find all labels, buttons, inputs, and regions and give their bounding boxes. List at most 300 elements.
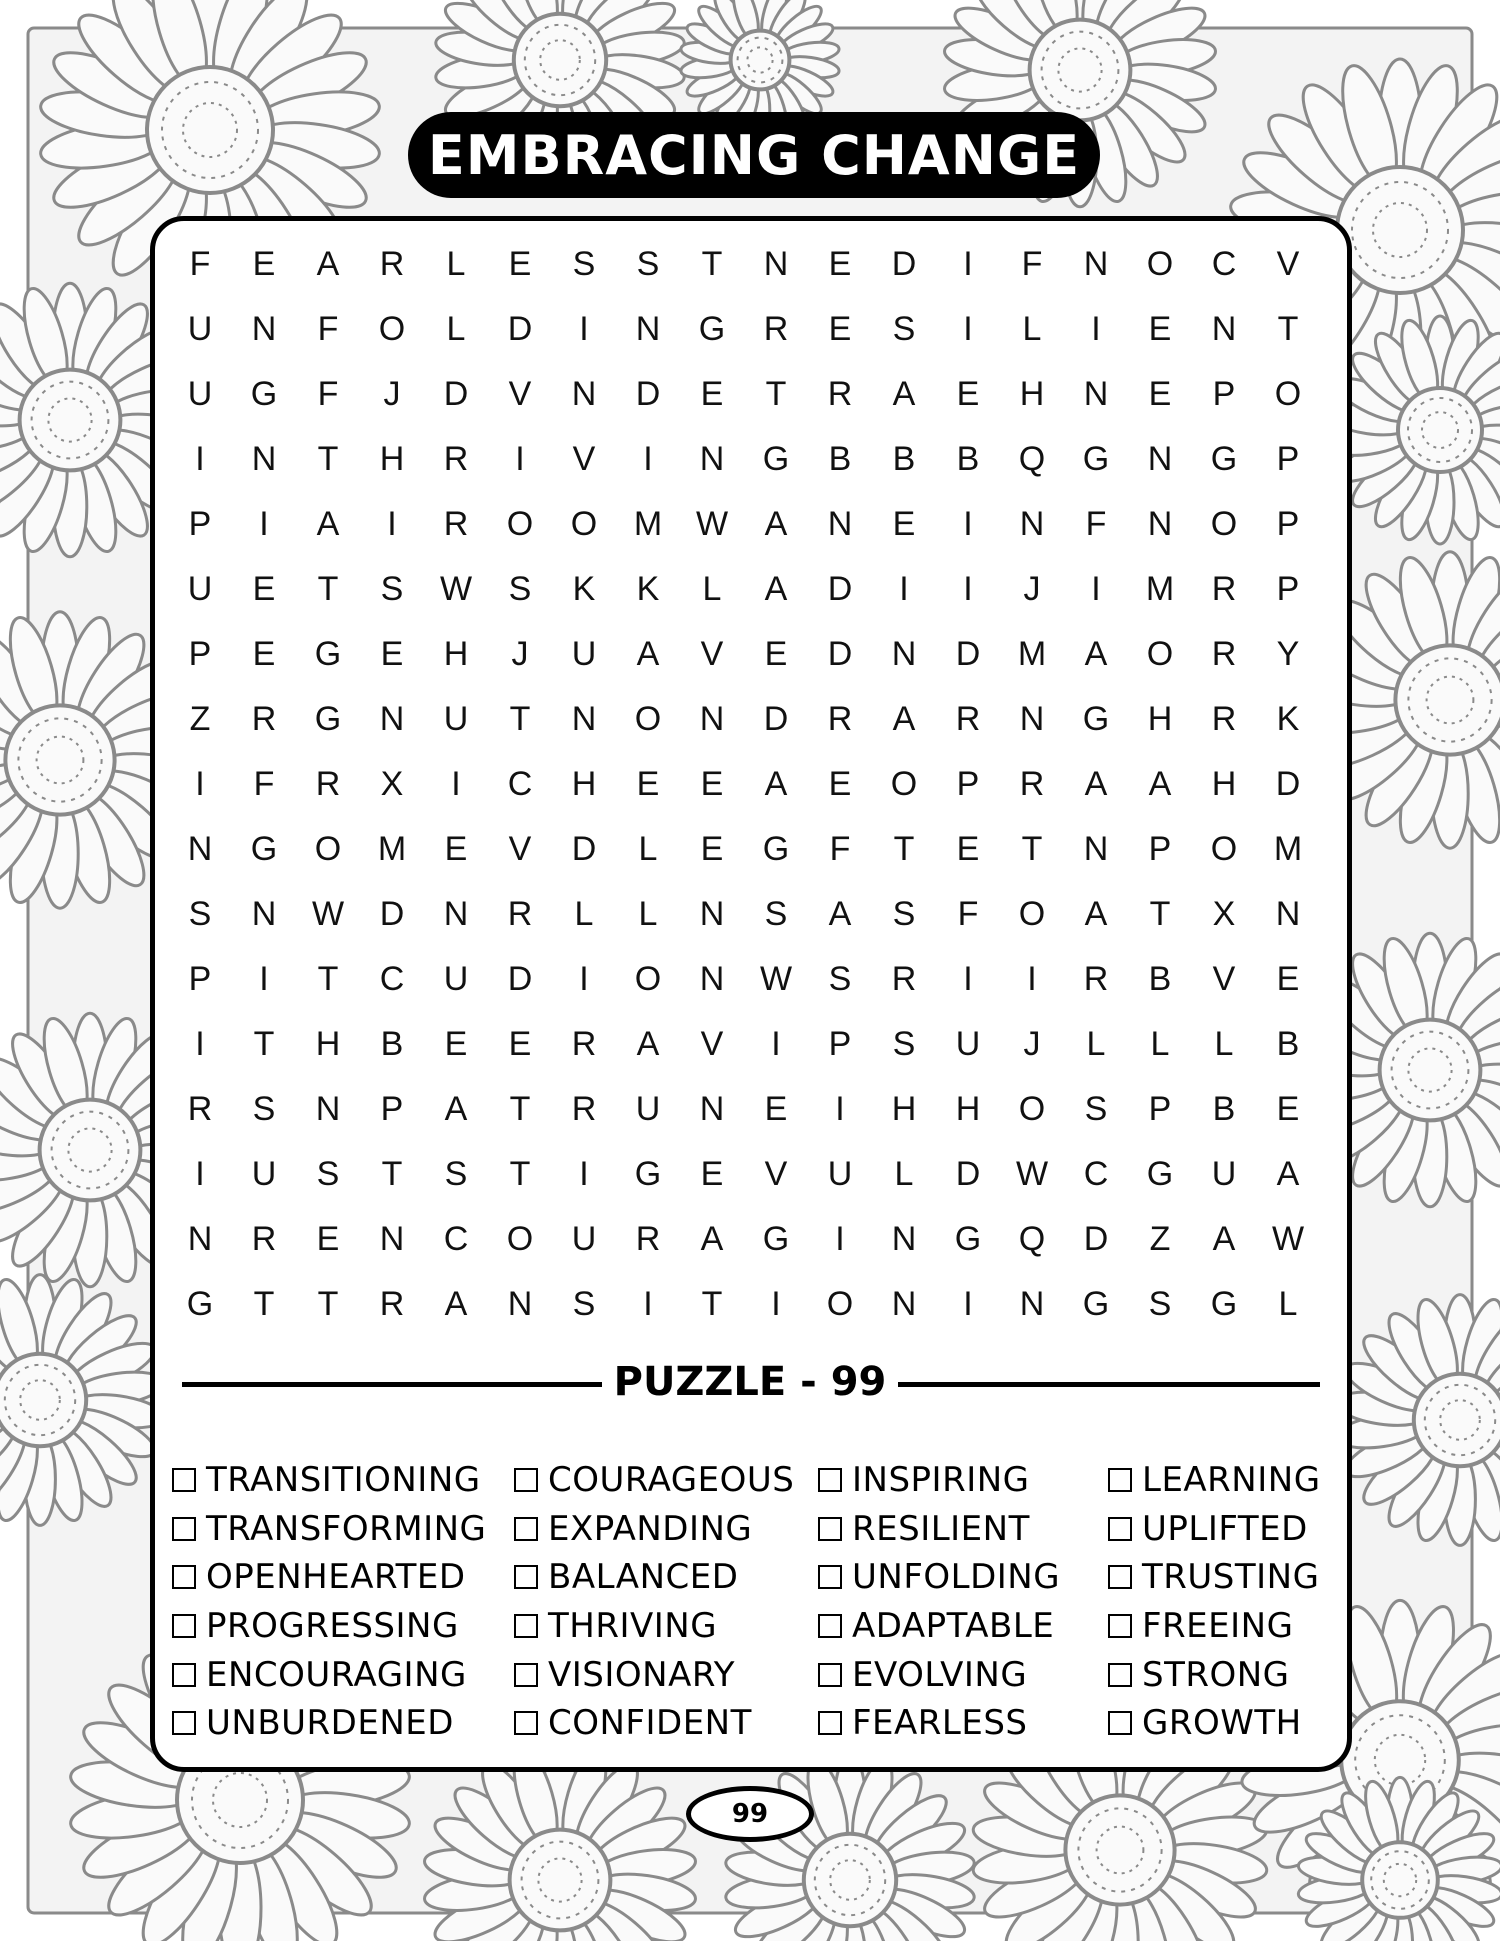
grid-letter[interactable]: O [506, 505, 534, 543]
grid-letter[interactable]: U [635, 1090, 661, 1128]
grid-letter[interactable]: O [1146, 245, 1174, 283]
checkbox-icon[interactable] [172, 1517, 196, 1541]
grid-letter[interactable]: I [579, 1155, 589, 1193]
grid-letter[interactable]: V [700, 1025, 724, 1063]
grid-letter[interactable]: F [1021, 245, 1043, 283]
checkbox-icon[interactable] [514, 1565, 538, 1589]
grid-letter[interactable]: O [1210, 505, 1238, 543]
checkbox-icon[interactable] [172, 1711, 196, 1735]
grid-letter[interactable]: G [250, 375, 278, 413]
grid-letter[interactable]: P [1148, 1090, 1172, 1128]
grid-letter[interactable]: B [380, 1025, 404, 1063]
word-list-item[interactable] [172, 1505, 514, 1554]
grid-letter[interactable]: D [507, 960, 533, 998]
grid-letter[interactable]: I [1091, 570, 1101, 608]
grid-letter[interactable]: P [828, 1025, 852, 1063]
grid-letter[interactable]: N [699, 1090, 725, 1128]
grid-letter[interactable]: N [891, 1285, 917, 1323]
grid-letter[interactable]: H [379, 440, 405, 478]
grid-letter[interactable]: A [444, 1090, 468, 1128]
grid-letter[interactable]: R [251, 700, 277, 738]
grid-letter[interactable]: T [765, 375, 787, 413]
grid-letter[interactable]: W [759, 960, 793, 998]
grid-letter[interactable]: I [835, 1220, 845, 1258]
grid-letter[interactable]: N [507, 1285, 533, 1323]
grid-letter[interactable]: W [439, 570, 473, 608]
grid-letter[interactable]: P [956, 765, 980, 803]
checkbox-icon[interactable] [172, 1565, 196, 1589]
grid-letter[interactable]: A [1212, 1220, 1236, 1258]
grid-letter[interactable]: O [826, 1285, 854, 1323]
grid-letter[interactable]: E [700, 765, 724, 803]
grid-letter[interactable]: L [1278, 1285, 1298, 1323]
grid-letter[interactable]: T [509, 1155, 531, 1193]
grid-letter[interactable]: A [1148, 765, 1172, 803]
grid-letter[interactable]: S [316, 1155, 340, 1193]
grid-letter[interactable]: D [955, 1155, 981, 1193]
grid-letter[interactable]: R [827, 700, 853, 738]
grid-letter[interactable]: S [444, 1155, 468, 1193]
grid-letter[interactable]: W [311, 895, 345, 933]
grid-letter[interactable]: L [638, 830, 658, 868]
grid-letter[interactable]: V [572, 440, 596, 478]
grid-letter[interactable]: F [189, 245, 211, 283]
grid-letter[interactable]: U [571, 1220, 597, 1258]
grid-letter[interactable]: T [1149, 895, 1171, 933]
grid-letter[interactable]: A [1084, 895, 1108, 933]
grid-letter[interactable]: I [259, 960, 269, 998]
grid-letter[interactable]: S [1148, 1285, 1172, 1323]
grid-letter[interactable]: A [892, 375, 916, 413]
grid-letter[interactable]: P [1276, 505, 1300, 543]
grid-letter[interactable]: S [892, 310, 916, 348]
grid-letter[interactable]: R [1211, 700, 1237, 738]
word-list-item[interactable] [818, 1699, 1108, 1748]
grid-letter[interactable]: Q [1018, 440, 1046, 478]
grid-letter[interactable]: U [187, 375, 213, 413]
grid-letter[interactable]: R [635, 1220, 661, 1258]
grid-letter[interactable]: N [699, 895, 725, 933]
grid-letter[interactable]: N [891, 1220, 917, 1258]
grid-letter[interactable]: T [317, 1285, 339, 1323]
grid-letter[interactable]: C [507, 765, 533, 803]
grid-letter[interactable]: T [253, 1025, 275, 1063]
word-list-item[interactable] [514, 1553, 818, 1602]
grid-letter[interactable]: O [570, 505, 598, 543]
grid-letter[interactable]: A [316, 245, 340, 283]
grid-letter[interactable]: S [892, 895, 916, 933]
grid-letter[interactable]: I [1091, 310, 1101, 348]
grid-letter[interactable]: B [1212, 1090, 1236, 1128]
grid-letter[interactable]: I [963, 245, 973, 283]
grid-letter[interactable]: S [252, 1090, 276, 1128]
grid-letter[interactable]: L [638, 895, 658, 933]
grid-letter[interactable]: E [892, 505, 916, 543]
grid-letter[interactable]: N [699, 960, 725, 998]
grid-letter[interactable]: Z [1149, 1220, 1171, 1258]
word-list-item[interactable] [514, 1699, 818, 1748]
grid-letter[interactable]: O [1018, 895, 1046, 933]
grid-letter[interactable]: W [1271, 1220, 1305, 1258]
grid-letter[interactable]: O [634, 700, 662, 738]
grid-letter[interactable]: H [315, 1025, 341, 1063]
grid-letter[interactable]: P [188, 635, 212, 673]
grid-letter[interactable]: R [827, 375, 853, 413]
grid-letter[interactable]: F [829, 830, 851, 868]
grid-letter[interactable]: E [252, 570, 276, 608]
grid-letter[interactable]: N [891, 635, 917, 673]
grid-letter[interactable]: F [1085, 505, 1107, 543]
grid-letter[interactable]: H [891, 1090, 917, 1128]
word-list-item[interactable] [818, 1553, 1108, 1602]
grid-letter[interactable]: A [892, 700, 916, 738]
checkbox-icon[interactable] [818, 1468, 842, 1492]
grid-letter[interactable]: I [515, 440, 525, 478]
grid-letter[interactable]: E [380, 635, 404, 673]
grid-letter[interactable]: T [317, 440, 339, 478]
grid-letter[interactable]: L [446, 245, 466, 283]
grid-letter[interactable]: I [259, 505, 269, 543]
grid-letter[interactable]: U [251, 1155, 277, 1193]
grid-letter[interactable]: S [764, 895, 788, 933]
grid-letter[interactable]: O [1146, 635, 1174, 673]
grid-letter[interactable]: N [571, 375, 597, 413]
grid-letter[interactable]: Q [1018, 1220, 1046, 1258]
grid-letter[interactable]: N [379, 1220, 405, 1258]
grid-letter[interactable]: U [443, 960, 469, 998]
grid-letter[interactable]: N [1083, 375, 1109, 413]
grid-letter[interactable]: N [251, 895, 277, 933]
grid-letter[interactable]: L [1022, 310, 1042, 348]
grid-letter[interactable]: A [1084, 765, 1108, 803]
grid-letter[interactable]: W [695, 505, 729, 543]
grid-letter[interactable]: B [828, 440, 852, 478]
grid-letter[interactable]: V [764, 1155, 788, 1193]
grid-letter[interactable]: D [827, 570, 853, 608]
grid-letter[interactable]: U [827, 1155, 853, 1193]
grid-letter[interactable]: N [1147, 505, 1173, 543]
checkbox-icon[interactable] [818, 1711, 842, 1735]
grid-letter[interactable]: D [827, 635, 853, 673]
grid-letter[interactable]: R [1019, 765, 1045, 803]
grid-letter[interactable]: F [957, 895, 979, 933]
grid-letter[interactable]: M [377, 830, 407, 868]
grid-letter[interactable]: T [701, 245, 723, 283]
grid-letter[interactable]: J [1023, 1025, 1041, 1063]
word-list-item[interactable] [1108, 1553, 1332, 1602]
grid-letter[interactable]: S [572, 245, 596, 283]
word-list-item[interactable] [1108, 1505, 1332, 1554]
grid-letter[interactable]: Z [189, 700, 211, 738]
grid-letter[interactable]: A [636, 635, 660, 673]
grid-letter[interactable]: N [635, 310, 661, 348]
grid-letter[interactable]: I [643, 1285, 653, 1323]
grid-letter[interactable]: G [1210, 1285, 1238, 1323]
grid-letter[interactable]: K [636, 570, 660, 608]
grid-letter[interactable]: C [1083, 1155, 1109, 1193]
grid-letter[interactable]: D [955, 635, 981, 673]
checkbox-icon[interactable] [514, 1517, 538, 1541]
grid-letter[interactable]: I [195, 765, 205, 803]
grid-letter[interactable]: I [451, 765, 461, 803]
grid-letter[interactable]: S [636, 245, 660, 283]
grid-letter[interactable]: L [894, 1155, 914, 1193]
grid-letter[interactable]: S [1084, 1090, 1108, 1128]
grid-letter[interactable]: H [1019, 375, 1045, 413]
grid-letter[interactable]: N [187, 830, 213, 868]
grid-letter[interactable]: A [764, 765, 788, 803]
checkbox-icon[interactable] [1108, 1517, 1132, 1541]
grid-letter[interactable]: G [762, 440, 790, 478]
grid-letter[interactable]: G [698, 310, 726, 348]
checkbox-icon[interactable] [514, 1614, 538, 1638]
checkbox-icon[interactable] [1108, 1711, 1132, 1735]
grid-letter[interactable]: H [1147, 700, 1173, 738]
grid-letter[interactable]: R [443, 505, 469, 543]
checkbox-icon[interactable] [818, 1565, 842, 1589]
grid-letter[interactable]: G [186, 1285, 214, 1323]
grid-letter[interactable]: G [762, 1220, 790, 1258]
grid-letter[interactable]: O [634, 960, 662, 998]
grid-letter[interactable]: P [1148, 830, 1172, 868]
checkbox-icon[interactable] [1108, 1468, 1132, 1492]
grid-letter[interactable]: I [579, 310, 589, 348]
grid-letter[interactable]: T [381, 1155, 403, 1193]
grid-letter[interactable]: G [1146, 1155, 1174, 1193]
grid-letter[interactable]: E [252, 245, 276, 283]
grid-letter[interactable]: R [443, 440, 469, 478]
grid-letter[interactable]: G [314, 700, 342, 738]
grid-letter[interactable]: N [763, 245, 789, 283]
grid-letter[interactable]: E [700, 375, 724, 413]
grid-letter[interactable]: D [507, 310, 533, 348]
grid-letter[interactable]: N [1275, 895, 1301, 933]
grid-letter[interactable]: E [764, 1090, 788, 1128]
grid-letter[interactable]: O [506, 1220, 534, 1258]
grid-letter[interactable]: E [1276, 960, 1300, 998]
grid-letter[interactable]: H [443, 635, 469, 673]
grid-letter[interactable]: E [1148, 310, 1172, 348]
grid-letter[interactable]: R [1211, 570, 1237, 608]
grid-letter[interactable]: T [509, 1090, 531, 1128]
grid-letter[interactable]: A [316, 505, 340, 543]
grid-letter[interactable]: P [1276, 570, 1300, 608]
checkbox-icon[interactable] [1108, 1663, 1132, 1687]
grid-letter[interactable]: E [956, 830, 980, 868]
grid-letter[interactable]: I [1027, 960, 1037, 998]
grid-letter[interactable]: A [828, 895, 852, 933]
grid-letter[interactable]: S [892, 1025, 916, 1063]
grid-letter[interactable]: N [1019, 505, 1045, 543]
grid-letter[interactable]: B [1148, 960, 1172, 998]
grid-letter[interactable]: T [509, 700, 531, 738]
grid-letter[interactable]: F [317, 375, 339, 413]
grid-letter[interactable]: I [195, 1155, 205, 1193]
grid-letter[interactable]: V [1212, 960, 1236, 998]
grid-letter[interactable]: J [511, 635, 529, 673]
grid-letter[interactable]: E [444, 1025, 468, 1063]
grid-letter[interactable]: L [1150, 1025, 1170, 1063]
grid-letter[interactable]: I [195, 440, 205, 478]
grid-letter[interactable]: B [1276, 1025, 1300, 1063]
grid-letter[interactable]: T [317, 960, 339, 998]
word-list-item[interactable] [818, 1602, 1108, 1651]
checkbox-icon[interactable] [818, 1614, 842, 1638]
grid-letter[interactable]: X [1212, 895, 1236, 933]
word-list-item[interactable] [514, 1650, 818, 1699]
grid-letter[interactable]: O [1274, 375, 1302, 413]
grid-letter[interactable]: R [571, 1025, 597, 1063]
checkbox-icon[interactable] [514, 1468, 538, 1492]
grid-letter[interactable]: N [1211, 310, 1237, 348]
grid-letter[interactable]: N [699, 440, 725, 478]
grid-letter[interactable]: R [379, 245, 405, 283]
word-list-item[interactable] [514, 1505, 818, 1554]
grid-letter[interactable]: N [827, 505, 853, 543]
word-list-item[interactable] [1108, 1456, 1332, 1505]
grid-letter[interactable]: U [187, 310, 213, 348]
grid-letter[interactable]: N [443, 895, 469, 933]
grid-letter[interactable]: E [700, 830, 724, 868]
word-list-item[interactable] [514, 1602, 818, 1651]
grid-letter[interactable]: T [1021, 830, 1043, 868]
grid-letter[interactable]: I [963, 1285, 973, 1323]
grid-letter[interactable]: G [1210, 440, 1238, 478]
grid-letter[interactable]: E [508, 1025, 532, 1063]
grid-letter[interactable]: D [891, 245, 917, 283]
grid-letter[interactable]: D [1083, 1220, 1109, 1258]
grid-letter[interactable]: X [380, 765, 404, 803]
grid-letter[interactable]: E [1276, 1090, 1300, 1128]
grid-letter[interactable]: E [508, 245, 532, 283]
grid-letter[interactable]: H [571, 765, 597, 803]
grid-letter[interactable]: L [574, 895, 594, 933]
grid-letter[interactable]: I [771, 1025, 781, 1063]
grid-letter[interactable]: A [764, 570, 788, 608]
grid-letter[interactable]: I [963, 505, 973, 543]
grid-letter[interactable]: L [446, 310, 466, 348]
grid-letter[interactable]: J [383, 375, 401, 413]
grid-letter[interactable]: D [443, 375, 469, 413]
grid-letter[interactable]: T [893, 830, 915, 868]
grid-letter[interactable]: R [379, 1285, 405, 1323]
grid-letter[interactable]: Y [1276, 635, 1300, 673]
grid-letter[interactable]: M [633, 505, 663, 543]
grid-letter[interactable]: I [963, 310, 973, 348]
grid-letter[interactable]: F [253, 765, 275, 803]
grid-letter[interactable]: O [378, 310, 406, 348]
grid-letter[interactable]: A [1084, 635, 1108, 673]
grid-letter[interactable]: E [764, 635, 788, 673]
grid-letter[interactable]: E [828, 765, 852, 803]
grid-letter[interactable]: A [700, 1220, 724, 1258]
word-list-item[interactable] [1108, 1650, 1332, 1699]
grid-letter[interactable]: V [700, 635, 724, 673]
word-list-item[interactable] [172, 1699, 514, 1748]
grid-letter[interactable]: E [828, 310, 852, 348]
word-list-item[interactable] [1108, 1699, 1332, 1748]
grid-letter[interactable]: C [379, 960, 405, 998]
grid-letter[interactable]: M [1145, 570, 1175, 608]
grid-letter[interactable]: R [1083, 960, 1109, 998]
word-list-item[interactable] [514, 1456, 818, 1505]
grid-letter[interactable]: A [444, 1285, 468, 1323]
word-list-item[interactable] [172, 1553, 514, 1602]
grid-letter[interactable]: G [762, 830, 790, 868]
grid-letter[interactable]: T [317, 570, 339, 608]
grid-letter[interactable]: P [380, 1090, 404, 1128]
grid-letter[interactable]: G [1082, 440, 1110, 478]
grid-letter[interactable]: R [315, 765, 341, 803]
grid-letter[interactable]: A [636, 1025, 660, 1063]
grid-letter[interactable]: E [444, 830, 468, 868]
grid-letter[interactable]: V [508, 375, 532, 413]
grid-letter[interactable]: U [571, 635, 597, 673]
grid-letter[interactable]: I [963, 960, 973, 998]
grid-letter[interactable]: D [1275, 765, 1301, 803]
grid-letter[interactable]: G [634, 1155, 662, 1193]
grid-letter[interactable]: P [1276, 440, 1300, 478]
grid-letter[interactable]: M [1273, 830, 1303, 868]
grid-letter[interactable]: N [251, 310, 277, 348]
grid-letter[interactable]: U [955, 1025, 981, 1063]
grid-letter[interactable]: A [764, 505, 788, 543]
grid-letter[interactable]: O [1210, 830, 1238, 868]
grid-letter[interactable]: N [1019, 1285, 1045, 1323]
word-list-item[interactable] [172, 1650, 514, 1699]
grid-letter[interactable]: E [700, 1155, 724, 1193]
checkbox-icon[interactable] [818, 1517, 842, 1541]
grid-letter[interactable]: B [892, 440, 916, 478]
grid-letter[interactable]: G [1082, 1285, 1110, 1323]
grid-letter[interactable]: O [890, 765, 918, 803]
checkbox-icon[interactable] [172, 1614, 196, 1638]
grid-letter[interactable]: O [314, 830, 342, 868]
checkbox-icon[interactable] [1108, 1614, 1132, 1638]
grid-letter[interactable]: C [1211, 245, 1237, 283]
grid-letter[interactable]: S [572, 1285, 596, 1323]
word-list-item[interactable] [172, 1456, 514, 1505]
grid-letter[interactable]: N [251, 440, 277, 478]
word-list-item[interactable] [818, 1650, 1108, 1699]
grid-letter[interactable]: L [702, 570, 722, 608]
grid-letter[interactable]: O [1018, 1090, 1046, 1128]
grid-letter[interactable]: C [443, 1220, 469, 1258]
grid-letter[interactable]: A [1276, 1155, 1300, 1193]
grid-letter[interactable]: S [828, 960, 852, 998]
grid-letter[interactable]: L [1086, 1025, 1106, 1063]
grid-letter[interactable]: I [643, 440, 653, 478]
grid-letter[interactable]: H [1211, 765, 1237, 803]
grid-letter[interactable]: K [1276, 700, 1300, 738]
grid-letter[interactable]: N [187, 1220, 213, 1258]
grid-letter[interactable]: B [956, 440, 980, 478]
checkbox-icon[interactable] [514, 1663, 538, 1687]
grid-letter[interactable]: U [187, 570, 213, 608]
grid-letter[interactable]: R [891, 960, 917, 998]
grid-letter[interactable]: T [1277, 310, 1299, 348]
grid-letter[interactable]: E [316, 1220, 340, 1258]
grid-letter[interactable]: N [1147, 440, 1173, 478]
grid-letter[interactable]: I [835, 1090, 845, 1128]
checkbox-icon[interactable] [172, 1468, 196, 1492]
grid-letter[interactable]: I [387, 505, 397, 543]
grid-letter[interactable]: N [315, 1090, 341, 1128]
grid-letter[interactable]: N [1019, 700, 1045, 738]
grid-letter[interactable]: P [188, 960, 212, 998]
grid-letter[interactable]: G [1082, 700, 1110, 738]
grid-letter[interactable]: I [195, 1025, 205, 1063]
